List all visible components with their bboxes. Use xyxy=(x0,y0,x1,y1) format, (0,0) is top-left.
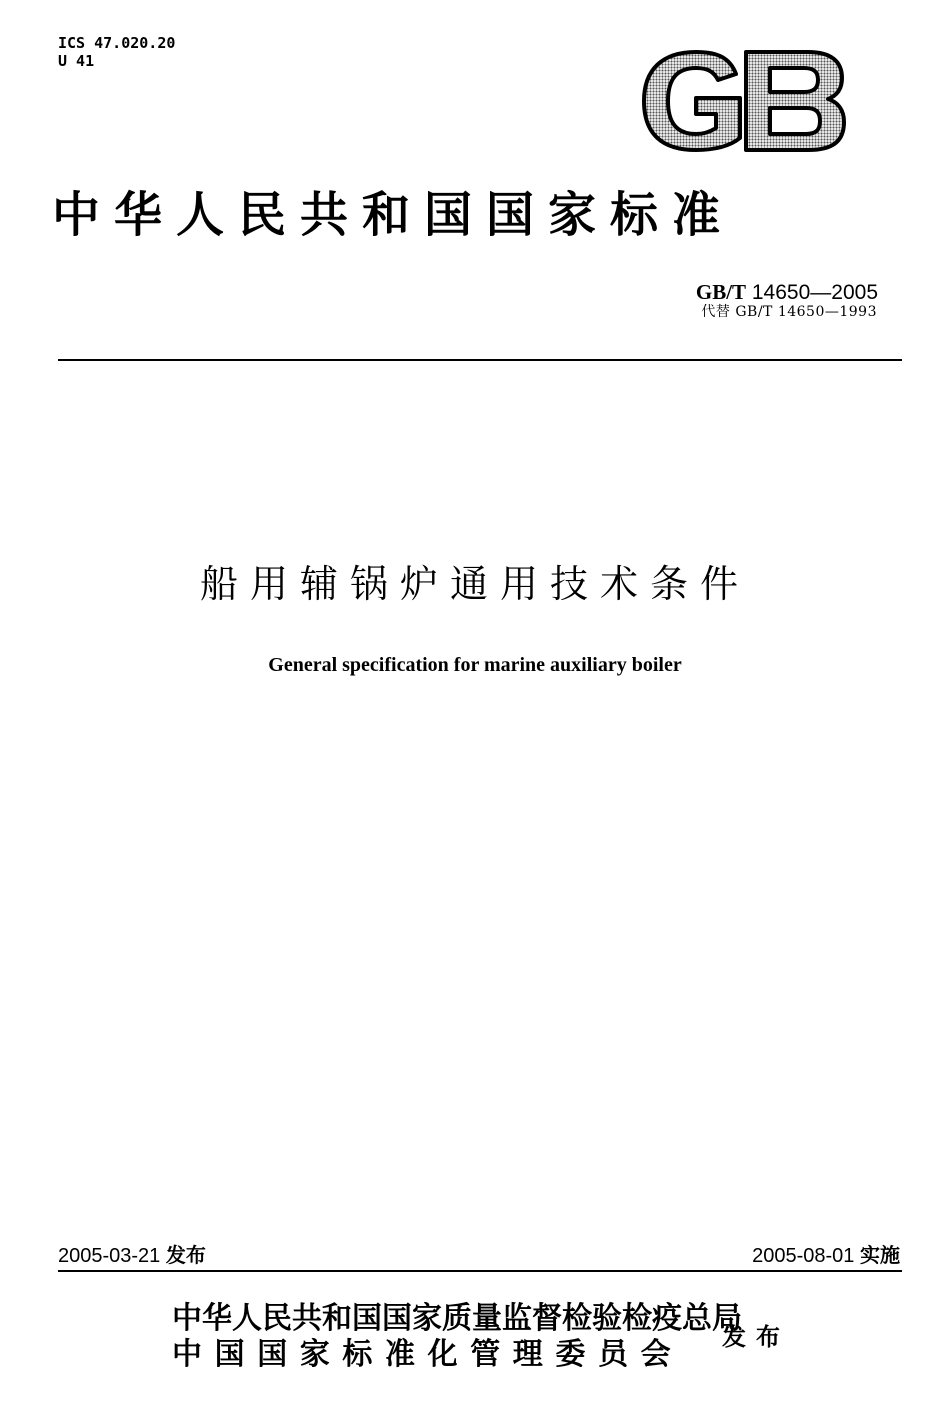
document-title-chinese: 船用辅锅炉通用技术条件 xyxy=(199,562,750,606)
replaces-standard: 代替 GB/T 14650—1993 xyxy=(701,304,877,320)
document-title-english: General specification for marine auxiliary boiler xyxy=(268,654,682,676)
implement-date: 2005-08-01 xyxy=(752,1245,855,1267)
standard-prefix: GB/T xyxy=(695,280,747,304)
issuer-sac: 中国国家标准化管理委员会 xyxy=(172,1337,684,1372)
issue-date-line xyxy=(58,1243,206,1268)
publish-label: 发布 xyxy=(722,1322,790,1351)
national-standard-heading: 中华人民共和国国家标准 xyxy=(52,187,735,243)
header-divider xyxy=(58,359,902,361)
category-code: U 41 xyxy=(58,52,95,70)
implement-date-line xyxy=(752,1243,900,1268)
gb-logo xyxy=(640,48,848,154)
standard-number xyxy=(696,281,878,304)
ics-code: ICS 47.020.20 xyxy=(58,34,176,52)
implement-label: 实施 xyxy=(860,1243,900,1267)
classification-codes xyxy=(58,34,175,70)
footer-divider xyxy=(58,1270,902,1272)
issue-date: 2005-03-21 xyxy=(58,1245,161,1267)
standard-number-value: 14650—2005 xyxy=(746,281,878,304)
issue-label: 发布 xyxy=(165,1243,206,1267)
issuer-aqsiq: 中华人民共和国国家质量监督检验检疫总局 xyxy=(172,1301,742,1336)
